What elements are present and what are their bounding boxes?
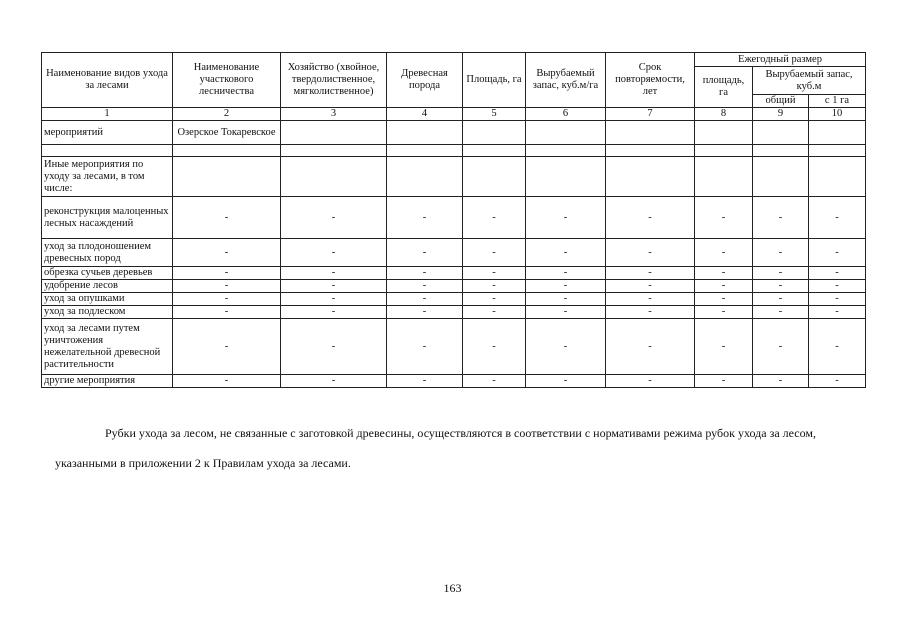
row-value-cell (526, 145, 606, 157)
header-area: Площадь, га (463, 53, 526, 108)
row-value-cell: - (526, 293, 606, 306)
table-row (42, 239, 866, 267)
row-value-cell: - (695, 267, 753, 280)
row-value-cell: - (606, 319, 695, 375)
row-district-cell: - (173, 239, 281, 267)
row-value-cell (281, 157, 387, 197)
row-name-cell: обрезка сучьев деревьев (42, 267, 173, 280)
table-row (42, 319, 866, 375)
row-value-cell (387, 145, 463, 157)
row-name-cell: уход за подлеском (42, 306, 173, 319)
row-value-cell: - (753, 375, 809, 388)
row-value-cell: - (695, 280, 753, 293)
row-value-cell (695, 157, 753, 197)
row-name-cell: удобрение лесов (42, 280, 173, 293)
table-row (42, 280, 866, 293)
row-value-cell: - (526, 319, 606, 375)
row-value-cell: - (387, 280, 463, 293)
row-name-cell: мероприятий (42, 121, 173, 145)
row-district-cell: Озерское Токаревское (173, 121, 281, 145)
row-value-cell (695, 145, 753, 157)
row-value-cell: - (387, 306, 463, 319)
table-row (42, 293, 866, 306)
row-value-cell (695, 121, 753, 145)
row-value-cell: - (809, 239, 866, 267)
row-value-cell (753, 157, 809, 197)
row-value-cell (809, 157, 866, 197)
row-value-cell: - (463, 375, 526, 388)
row-value-cell: - (606, 280, 695, 293)
row-value-cell: - (809, 280, 866, 293)
row-value-cell: - (695, 293, 753, 306)
page-number: 163 (443, 581, 462, 595)
row-value-cell: - (606, 306, 695, 319)
header-annual-total: общий (753, 95, 809, 108)
row-value-cell: - (526, 306, 606, 319)
row-district-cell: - (173, 306, 281, 319)
row-district-cell (173, 145, 281, 157)
row-value-cell: - (387, 375, 463, 388)
col-number: 5 (463, 108, 526, 121)
table-row (42, 145, 866, 157)
row-district-cell: - (173, 280, 281, 293)
row-value-cell: - (606, 267, 695, 280)
row-value-cell: - (387, 239, 463, 267)
row-name-cell: уход за плодоношением древесных пород (42, 239, 173, 267)
col-number: 9 (753, 108, 809, 121)
row-value-cell (463, 145, 526, 157)
row-value-cell: - (463, 267, 526, 280)
row-value-cell (606, 145, 695, 157)
header-annual-per-ha: с 1 га (809, 95, 866, 108)
header-annual-stock: Вырубаемый запас, куб.м (753, 67, 866, 95)
row-district-cell: - (173, 267, 281, 280)
row-value-cell: - (463, 280, 526, 293)
row-value-cell: - (809, 306, 866, 319)
row-value-cell: - (281, 306, 387, 319)
header-district: Наименование участкового лесничества (173, 53, 281, 108)
row-value-cell (606, 121, 695, 145)
row-value-cell (463, 121, 526, 145)
row-name-cell: реконструкция малоценных лесных насаждений (42, 197, 173, 239)
row-value-cell (281, 121, 387, 145)
row-value-cell (809, 145, 866, 157)
forest-care-table (41, 52, 866, 388)
row-value-cell: - (526, 239, 606, 267)
row-value-cell: - (606, 375, 695, 388)
row-value-cell: - (809, 375, 866, 388)
row-value-cell (387, 157, 463, 197)
table-row (42, 375, 866, 388)
row-district-cell (173, 157, 281, 197)
row-value-cell (526, 157, 606, 197)
row-value-cell (753, 121, 809, 145)
header-annual: Ежегодный размер (695, 53, 866, 67)
col-number: 7 (606, 108, 695, 121)
row-district-cell: - (173, 293, 281, 306)
row-name-cell: уход за лесами путем уничтожения нежелательной древесной растительности (42, 319, 173, 375)
row-district-cell: - (173, 375, 281, 388)
row-value-cell: - (753, 197, 809, 239)
row-name-cell: другие мероприятия (42, 375, 173, 388)
row-district-cell: - (173, 197, 281, 239)
row-value-cell (281, 145, 387, 157)
row-value-cell: - (809, 197, 866, 239)
row-value-cell: - (606, 293, 695, 306)
col-number: 10 (809, 108, 866, 121)
row-value-cell: - (526, 375, 606, 388)
row-value-cell (463, 157, 526, 197)
row-value-cell: - (606, 239, 695, 267)
row-value-cell: - (463, 293, 526, 306)
row-value-cell (809, 121, 866, 145)
row-value-cell (606, 157, 695, 197)
row-name-cell: Иные мероприятия по уходу за лесами, в том числе: (42, 157, 173, 197)
row-value-cell: - (281, 319, 387, 375)
row-district-cell: - (173, 319, 281, 375)
header-farm: Хозяйство (хвойное, твердолиственное, мягколиственное) (281, 53, 387, 108)
row-value-cell: - (809, 267, 866, 280)
row-value-cell: - (526, 197, 606, 239)
row-value-cell: - (753, 280, 809, 293)
col-number: 1 (42, 108, 173, 121)
row-value-cell: - (387, 319, 463, 375)
col-number: 3 (281, 108, 387, 121)
row-value-cell: - (281, 267, 387, 280)
col-number: 6 (526, 108, 606, 121)
header-type-name: Наименование видов ухода за лесами (42, 53, 173, 108)
row-name-cell (42, 145, 173, 157)
row-value-cell: - (809, 319, 866, 375)
row-value-cell: - (753, 267, 809, 280)
row-value-cell: - (753, 293, 809, 306)
row-value-cell: - (463, 239, 526, 267)
row-value-cell: - (606, 197, 695, 239)
row-value-cell: - (463, 306, 526, 319)
col-number: 8 (695, 108, 753, 121)
row-value-cell: - (526, 267, 606, 280)
row-value-cell: - (695, 375, 753, 388)
header-annual-area: площадь, га (695, 67, 753, 108)
row-value-cell: - (753, 239, 809, 267)
column-numbers-row (42, 108, 866, 121)
row-value-cell: - (281, 293, 387, 306)
col-number: 4 (387, 108, 463, 121)
row-value-cell (526, 121, 606, 145)
header-species: Древесная порода (387, 53, 463, 108)
row-value-cell: - (281, 280, 387, 293)
row-value-cell: - (463, 197, 526, 239)
row-value-cell: - (695, 197, 753, 239)
row-value-cell: - (281, 197, 387, 239)
table-row (42, 197, 866, 239)
row-name-cell: уход за опушками (42, 293, 173, 306)
row-value-cell: - (463, 319, 526, 375)
row-value-cell: - (281, 375, 387, 388)
header-period: Срок повторяемости, лет (606, 53, 695, 108)
row-value-cell: - (387, 197, 463, 239)
row-value-cell: - (526, 280, 606, 293)
row-value-cell: - (695, 306, 753, 319)
row-value-cell: - (387, 293, 463, 306)
row-value-cell: - (753, 319, 809, 375)
table-row (42, 157, 866, 197)
table-row (42, 121, 866, 145)
row-value-cell: - (281, 239, 387, 267)
body-paragraph: Рубки ухода за лесом, не связанные с заготовкой древесины, осуществляются в соответствии с нормативами режима рубок ухода за лесом, указанными в приложении 2 к Правилам ухода за лесами. (55, 426, 816, 470)
row-value-cell: - (695, 319, 753, 375)
row-value-cell: - (753, 306, 809, 319)
row-value-cell (753, 145, 809, 157)
col-number: 2 (173, 108, 281, 121)
row-value-cell: - (695, 239, 753, 267)
row-value-cell: - (809, 293, 866, 306)
table-row (42, 267, 866, 280)
header-stock: Вырубаемый запас, куб.м/га (526, 53, 606, 108)
row-value-cell: - (387, 267, 463, 280)
row-value-cell (387, 121, 463, 145)
table-row (42, 306, 866, 319)
